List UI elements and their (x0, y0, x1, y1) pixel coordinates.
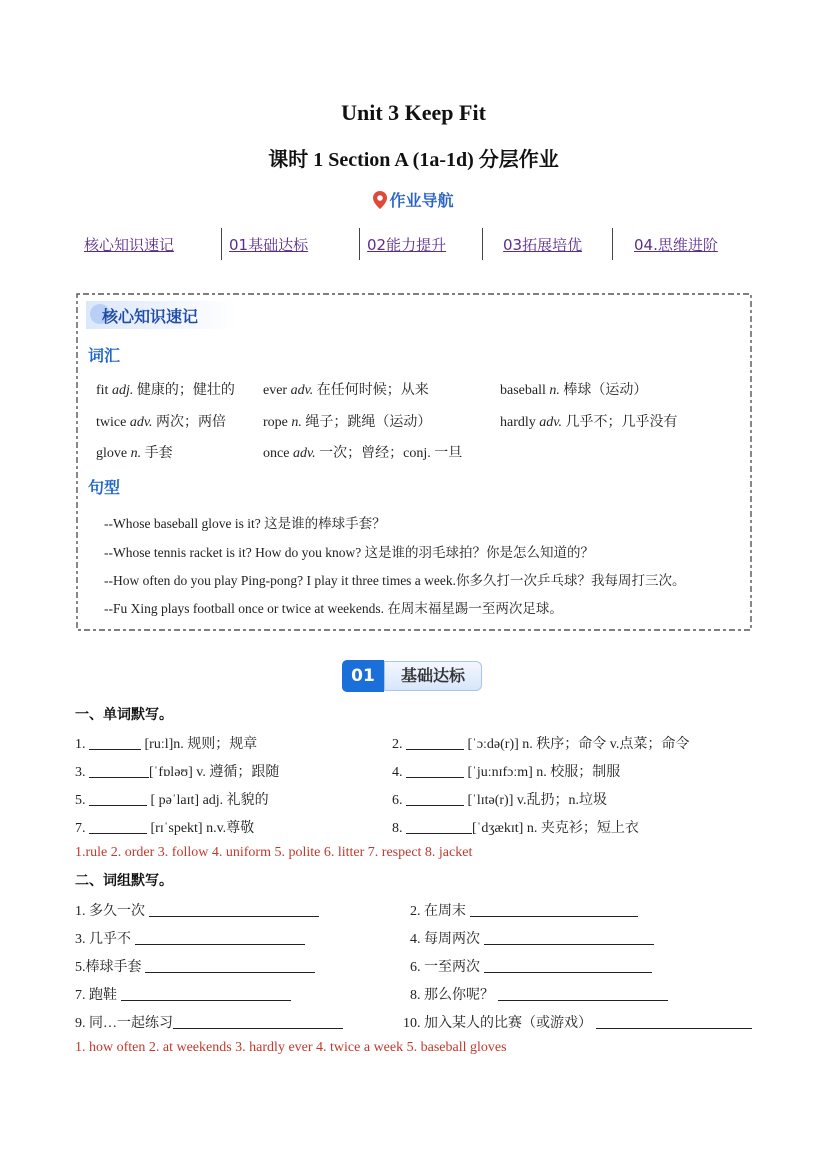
vocab-item: glove n. 手套 (96, 446, 173, 461)
core-knowledge-title: 核心知识速记 (102, 307, 199, 326)
word-question: 4. [ˈjuːnɪfɔːm] n. 校服；制服 (392, 765, 621, 780)
vocab-heading: 词汇 (88, 346, 121, 365)
part1-heading: 一、单词默写。 (75, 707, 173, 723)
nav-divider (221, 228, 222, 260)
answer-blank[interactable] (484, 958, 652, 973)
phrase-question: 10. 加入某人的比赛（或游戏） (403, 1012, 752, 1032)
nav-link-thinking[interactable]: 04.思维进阶 (634, 236, 718, 254)
vocab-item: twice adv. 两次；两倍 (96, 415, 227, 430)
answer-blank[interactable] (173, 1014, 343, 1029)
answer-blank[interactable] (498, 986, 668, 1001)
section-label: 基础达标 (384, 661, 482, 691)
answer-blank[interactable] (470, 902, 638, 917)
word-question: 1. [ruːl]n. 规则；规章 (75, 737, 258, 752)
answer-blank[interactable] (406, 819, 472, 834)
answer-blank[interactable] (135, 930, 305, 945)
phrase-question: 8. 那么你呢？ (410, 984, 668, 1004)
answer-blank[interactable] (89, 763, 149, 778)
part2-heading: 二、词组默写。 (75, 873, 173, 889)
answer-blank[interactable] (149, 902, 319, 917)
core-knowledge-header (86, 301, 236, 329)
nav-link-basic[interactable]: 01基础达标 (229, 236, 309, 254)
sentence-item: --How often do you play Ping-pong? I play it three times a week.你多久打一次乒乓球？我每周打三次。 (104, 573, 686, 588)
location-pin-icon (373, 191, 387, 209)
homework-nav (0, 228, 827, 262)
nav-divider (612, 228, 613, 260)
sentence-item: --Fu Xing plays football once or twice at weekends. 在周末福星踢一至两次足球。 (104, 601, 563, 616)
word-question: 5. [ pəˈlaɪt] adj. 礼貌的 (75, 793, 269, 808)
phrase-question: 1. 多久一次 (75, 900, 319, 920)
phrase-question: 5.棒球手套 (75, 956, 315, 976)
page-subtitle: 课时 1 Section A (1a-1d) 分层作业 (268, 149, 559, 171)
sentence-item: --Whose tennis racket is it? How do you know? 这是谁的羽毛球拍？你是怎么知道的？ (104, 545, 595, 560)
section-banner (342, 660, 484, 692)
part2-answers: 1. how often 2. at weekends 3. hardly ever 4. twice a week 5. baseball gloves (75, 1040, 507, 1055)
nav-divider (359, 228, 360, 260)
page-title: Unit 3 Keep Fit (341, 100, 486, 125)
part1-answers: 1.rule 2. order 3. follow 4. uniform 5. polite 6. litter 7. respect 8. jacket (75, 845, 473, 860)
answer-blank[interactable] (89, 791, 147, 806)
phrase-question: 4. 每周两次 (410, 928, 654, 948)
sentence-heading: 句型 (88, 478, 121, 497)
vocab-item: once adv. 一次；曾经；conj. 一旦 (263, 446, 463, 461)
sentence-item: --Whose baseball glove is it? 这是谁的棒球手套？ (104, 516, 386, 531)
answer-blank[interactable] (596, 1014, 752, 1029)
answer-blank[interactable] (406, 763, 464, 778)
answer-blank[interactable] (89, 735, 141, 750)
section-number: 01 (342, 660, 384, 692)
answer-blank[interactable] (89, 819, 147, 834)
phrase-question: 9. 同…一起练习 (75, 1012, 343, 1032)
nav-link-core-knowledge[interactable]: 核心知识速记 (84, 236, 175, 254)
word-question: 2. [ˈɔːdə(r)] n. 秩序；命令 v.点菜；命令 (392, 737, 690, 752)
vocab-item: hardly adv. 几乎不；几乎没有 (500, 415, 678, 430)
answer-blank[interactable] (406, 735, 464, 750)
nav-link-ability[interactable]: 02能力提升 (367, 236, 447, 254)
nav-link-extension[interactable]: 03拓展培优 (503, 236, 583, 254)
nav-title-text: 作业导航 (389, 191, 454, 210)
answer-blank[interactable] (121, 986, 291, 1001)
phrase-question: 6. 一至两次 (410, 956, 652, 976)
answer-blank[interactable] (145, 958, 315, 973)
vocab-item: baseball n. 棒球（运动） (500, 383, 648, 398)
core-knowledge-box (74, 291, 754, 633)
vocab-item: fit adj. 健康的；健壮的 (96, 383, 235, 398)
phrase-question: 3. 几乎不 (75, 928, 305, 948)
answer-blank[interactable] (406, 791, 464, 806)
answer-blank[interactable] (484, 930, 654, 945)
word-question: 8. [ˈdʒækɪt] n. 夹克衫；短上衣 (392, 821, 639, 836)
word-question: 7. [rɪˈspekt] n.v.尊敬 (75, 821, 255, 836)
phrase-question: 2. 在周末 (410, 900, 638, 920)
vocab-item: rope n. 绳子；跳绳（运动） (263, 415, 432, 430)
phrase-question: 7. 跑鞋 (75, 984, 291, 1004)
word-question: 6. [ˈlɪtə(r)] v.乱扔；n.垃圾 (392, 793, 607, 808)
homework-nav-title (0, 188, 827, 211)
vocab-item: ever adv. 在任何时候；从来 (263, 383, 429, 398)
nav-divider (482, 228, 483, 260)
word-question: 3. [ˈfɒləʊ] v. 遵循；跟随 (75, 765, 280, 780)
